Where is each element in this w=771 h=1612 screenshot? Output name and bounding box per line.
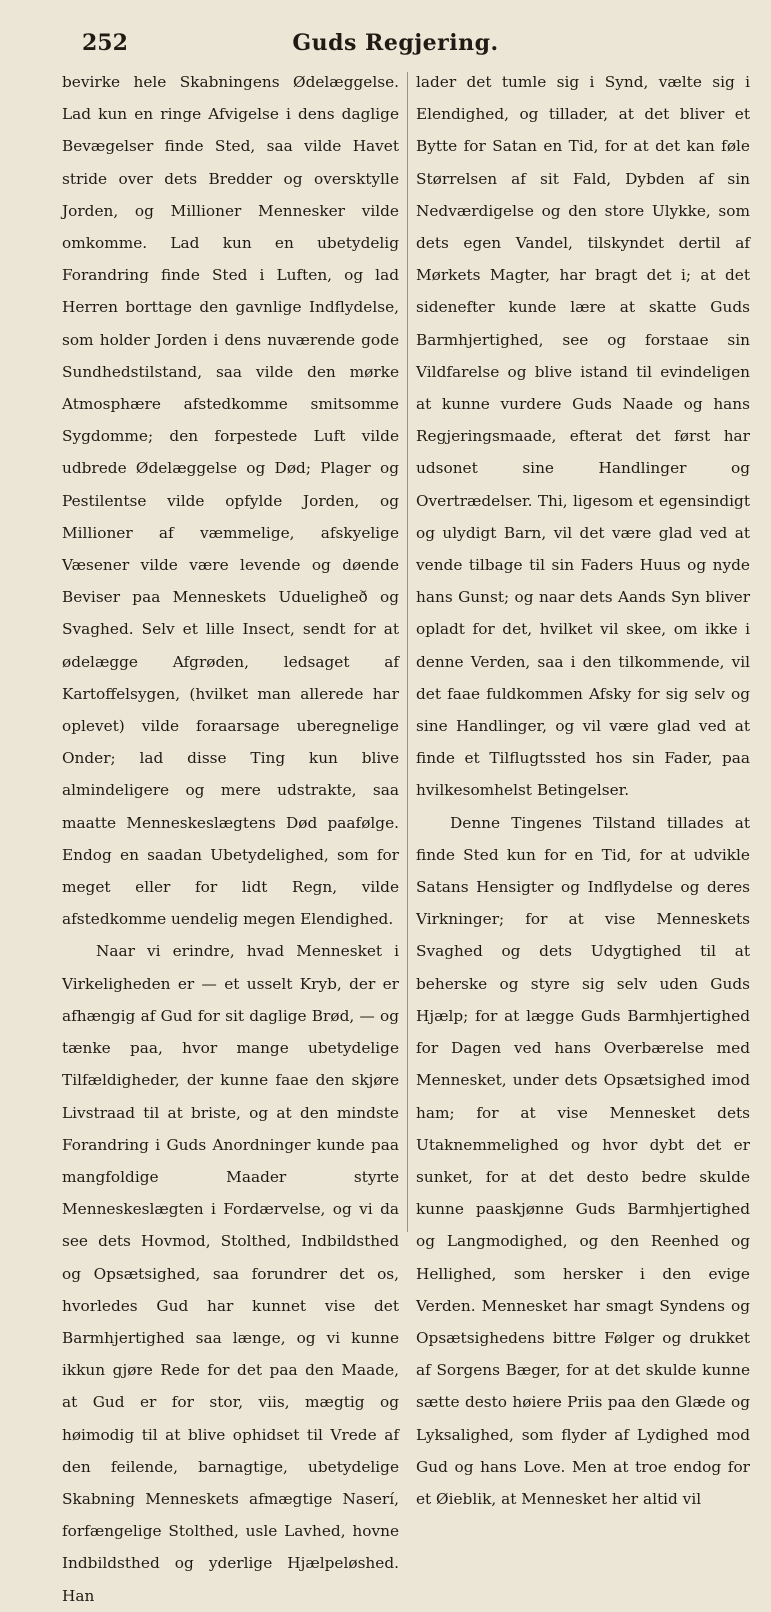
page-number: 252 xyxy=(82,30,128,56)
column-divider xyxy=(407,72,408,1232)
right-paragraph-2: Denne Tingenes Tilstand tillades at finde Sted kun for en Tid, for at udvikle Satans Hensigter og Indflydelse og deres Virkninger; for at vise Menneskets Svaghed og dets Udygtighed til at beherske og styre sig selv uden Guds Hjælp; for at lægge Guds Barmhjertighed for Dagen ved hans Overbærelse med Mennesket, under dets Opsætsighed imod ham; for at vise Mennesket dets Utaknemmelighed og hvor dybt det er sunket, for at det desto bedre skulde kunne paaskjønne Guds Barmhjertighed og Langmodighed, og den Reenhed og Hellighed, som hersker i den evige Verden. Mennesket har smagt Syndens og Opsætsighedens bittre Følger og drukket af Sorgens Bæger, for at det skulde kunne sætte desto høiere Priis paa den Glæde og Lyksalighed, som flyder af Lydighed mod Gud og hans Love. Men at troe endog for et Øieblik, at Mennesket her altid vil xyxy=(416,813,750,1508)
left-column xyxy=(62,66,399,1612)
right-paragraph-1: lader det tumle sig i Synd, vælte sig i Elendighed, og tillader, at det bliver et Bytte for Satan en Tid, for at det kan føle Størrelsen af sit Fald, Dybden af sin Nedværdigelse og den store Ulykke, som dets egen Vandel, tilskyndet dertil af Mørkets Magter, har bragt det i; at det sidenefter kunde lære at skatte Guds Barmhjertighed, see og forstaae sin Vildfarelse og blive istand til evindeligen at kunne vurdere Guds Naade og hans Regjeringsmaade, efterat det først har udsonet sine Handlinger og Overtrædelser. Thi, ligesom et egensindigt og ulydigt Barn, vil det være glad ved at vende tilbage til sin Faders Huus og nyde hans Gunst; og naar dets Aands Syn bliver opladt for det, hvilket vil skee, om ikke i denne Verden, saa i den tilkommende, vil det faae fuldkommen Afsky for sig selv og sine Handlinger, og vil være glad ved at finde et Tilflugtssted hos sin Fader, paa hvilkesomhelst Betingelser. xyxy=(416,73,750,800)
left-paragraph-2: Naar vi erindre, hvad Mennesket i Virkeligheden er — et usselt Kryb, der er afhængig af Gud for sit daglige Brød, — og tænke paa, hvor mange ubetydelige Tilfældigheder, der kunne faae den skjøre Livstraad til at briste, og at den mindste Forandring i Guds Anordninger kunde paa mangfoldige Maader styrte Menneskeslægten i Fordærvelse, og vi da see dets Hovmod, Stolthed, Indbildsthed og Opsætsighed, saa forundrer det os, hvorledes Gud har kunnet vise det Barmhjertighed saa længe, og vi kunne ikkun gjøre Rede for det paa den Maade, at Gud er for stor, viis, mægtig og høimodig til at blive ophidset til Vrede af den feilende, barnagtige, ubetydelige Skabning Menneskets afmægtige Naserí, forfængelige Stolthed, usle Lavhed, hovne Indbildsthed og yderlige Hjælpeløshed. Han xyxy=(62,942,399,1605)
left-paragraph-1: bevirke hele Skabningens Ødelæggelse. Lad kun en ringe Afvigelse i dens daglige Bevægelser finde Sted, saa vilde Havet stride over dets Bredder og oversktylle Jorden, og Millioner Mennesker vilde omkomme. Lad kun en ubetydelig Forandring finde Sted i Luften, og lad Herren borttage den gavnlige Indflydelse, som holder Jorden i dens nuværende gode Sundhedstilstand, saa vilde den mørke Atmosphære afstedkomme smitsomme Sygdomme; den forpestede Luft vilde udbrede Ødelæggelse og Død; Plager og Pestilentse vilde opfylde Jorden, og Millioner af væmmelige, afskyelige Væsener vilde være levende og døende Beviser paa Menneskets Udueligheð og Svaghed. Selv et lille Insect, sendt for at ødelægge Afgrøden, ledsaget af Kartoffelsygen, (hvilket man allerede har oplevet) vilde foraarsage uberegnelige Onder; lad disse Ting kun blive almindeligere og mere udstrakte, saa maatte Menneskeslægtens Død paafølge. Endog en saadan Ubetydelighed, som for meget eller for lidt Regn, vilde afstedkomme uendelig megen Elendighed. xyxy=(62,73,399,929)
right-column xyxy=(416,66,750,1515)
running-title: Guds Regjering. xyxy=(292,30,499,56)
page-header xyxy=(60,30,731,64)
